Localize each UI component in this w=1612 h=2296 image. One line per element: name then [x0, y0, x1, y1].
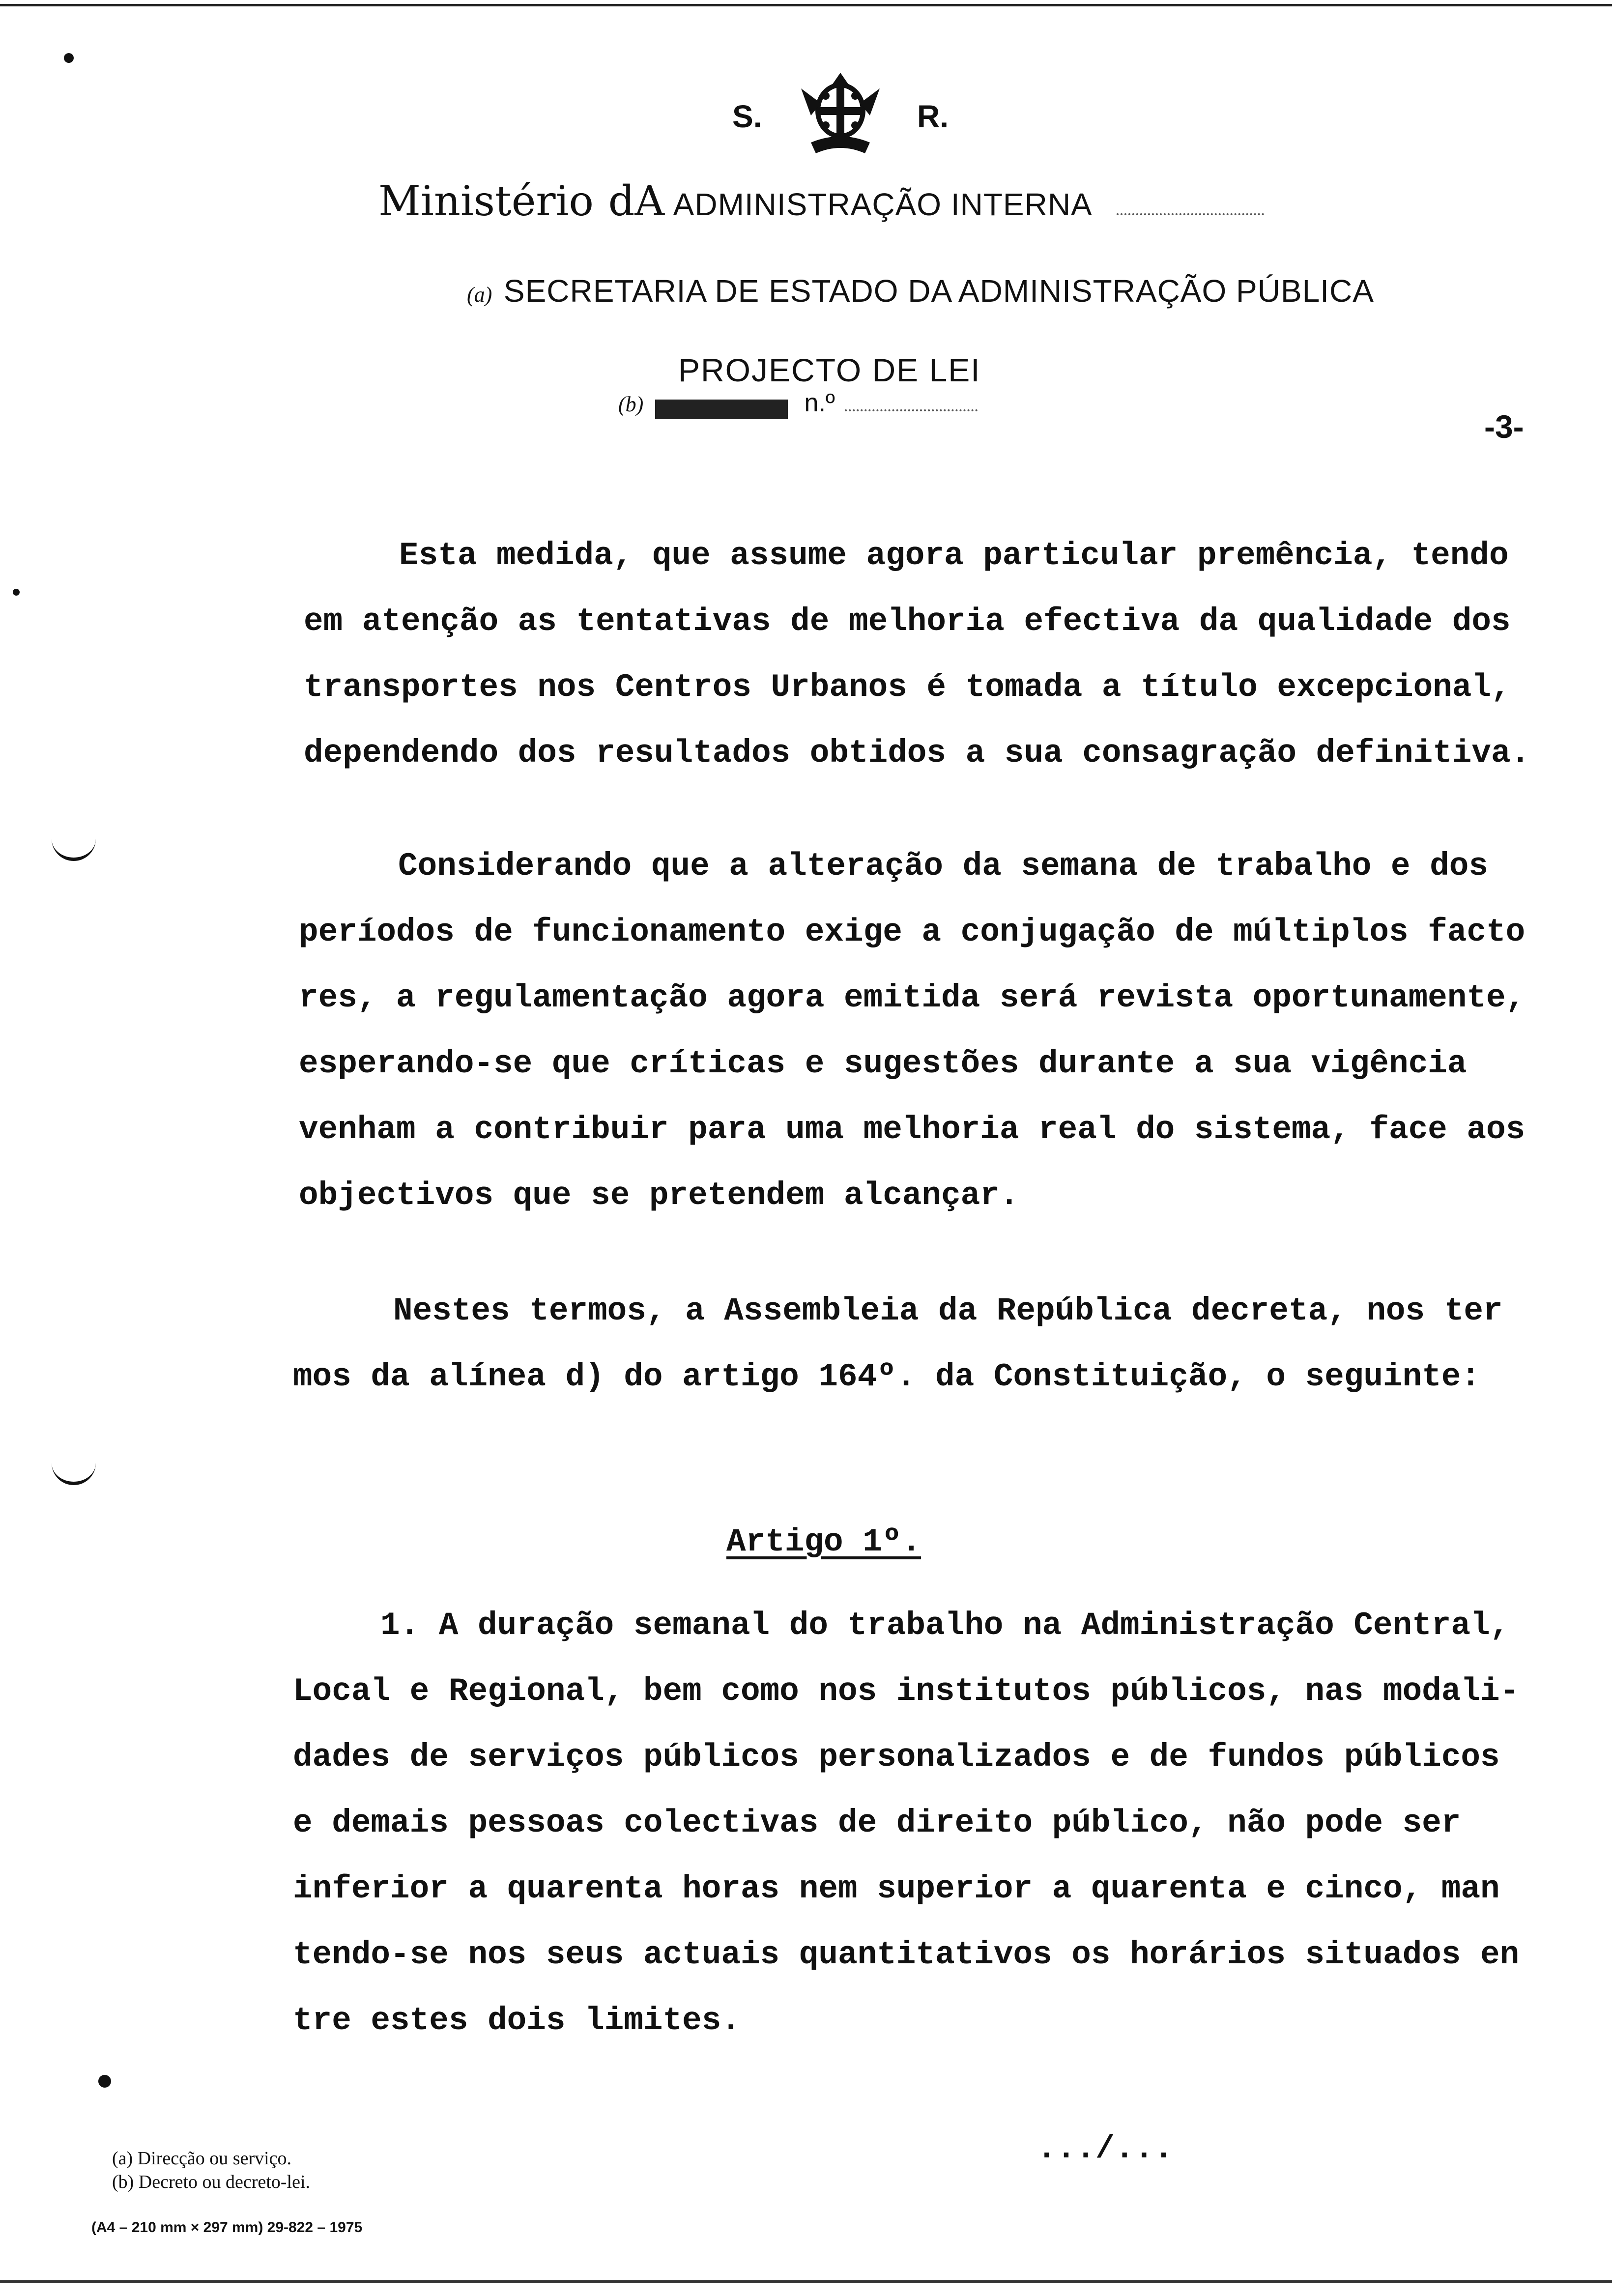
text-line: e demais pessoas colectivas de direito público, não pode ser	[293, 1805, 1461, 1841]
footnote-a: (a) Direcção ou serviço.	[112, 2148, 292, 2169]
text-line: mos da alínea d) do artigo 164º. da Constituição, o seguinte:	[293, 1358, 1480, 1395]
text-line: dependendo dos resultados obtidos a sua consagração definitiva.	[304, 735, 1530, 772]
text-line: períodos de funcionamento exige a conjugação de múltiplos facto	[299, 914, 1526, 950]
text-line: venham a contribuir para uma melhoria real do sistema, face aos	[299, 1111, 1526, 1148]
text-line: tre estes dois limites.	[293, 2002, 741, 2039]
text-line: Considerando que a alteração da semana de trabalho e dos	[398, 848, 1488, 885]
article-title: Artigo 1º.	[726, 1523, 921, 1560]
ministry-word: Ministério	[378, 177, 594, 225]
footnote-b: (b) Decreto ou decreto-lei.	[112, 2172, 311, 2192]
ministry-da: dA	[608, 177, 665, 225]
text-line: objectivos que se pretendem alcançar.	[299, 1177, 1019, 1214]
bottom-rule	[0, 2280, 1612, 2283]
secretaria-line	[467, 273, 1374, 309]
text-line: em atenção as tentativas de melhoria efectiva da qualidade dos	[304, 603, 1511, 640]
decreto-tag: (b)	[618, 392, 644, 416]
ministry-name: ADMINISTRAÇÃO INTERNA	[673, 187, 1093, 222]
text-line: Local e Regional, bem como nos institutos públicos, nas modali-	[293, 1673, 1520, 1710]
scan-speck	[98, 2075, 111, 2088]
punch-hole-mark	[52, 1460, 96, 1485]
punch-hole-mark	[52, 835, 96, 861]
ministry-heading	[378, 177, 1264, 225]
text-line: res, a regulamentação agora emitida será revista oportunamente,	[299, 979, 1526, 1016]
text-line: dades de serviços públicos personalizados e de fundos públicos	[293, 1739, 1500, 1776]
paper-specs: (A4 – 210 mm × 297 mm) 29-822 – 1975	[91, 2219, 363, 2236]
numero-line	[618, 388, 978, 419]
text-line: Esta medida, que assume agora particular premência, tendo	[399, 537, 1509, 574]
r-letter: R.	[917, 99, 949, 134]
ministry-dotted-line	[1117, 213, 1264, 215]
text-line: esperando-se que críticas e sugestões durante a sua vigência	[299, 1045, 1467, 1082]
text-line: Nestes termos, a Assembleia da República decreta, nos ter	[393, 1292, 1503, 1329]
scan-speck	[13, 589, 20, 596]
text-line: transportes nos Centros Urbanos é tomada a título excepcional,	[304, 669, 1511, 706]
redacted-mark	[655, 400, 788, 419]
numero-dotted-line	[845, 409, 978, 411]
text-line: 1. A duração semanal do trabalho na Administração Central,	[380, 1607, 1510, 1644]
top-rule	[0, 4, 1612, 6]
s-letter: S.	[732, 99, 762, 134]
secretaria-name: SECRETARIA DE ESTADO DA ADMINISTRAÇÃO PÚBLICA	[503, 273, 1374, 309]
document-type: PROJECTO DE LEI	[678, 352, 981, 388]
secretaria-tag: (a)	[467, 283, 492, 307]
coat-of-arms-icon	[791, 69, 890, 157]
page-number: -3-	[1484, 408, 1524, 445]
scan-speck	[64, 53, 74, 63]
continuation-mark: .../...	[1037, 2130, 1174, 2167]
numero-label: n.º	[804, 389, 835, 417]
text-line: inferior a quarenta horas nem superior a quarenta e cinco, man	[293, 1870, 1500, 1907]
text-line: tendo-se nos seus actuais quantitativos os horários situados en	[293, 1936, 1520, 1973]
